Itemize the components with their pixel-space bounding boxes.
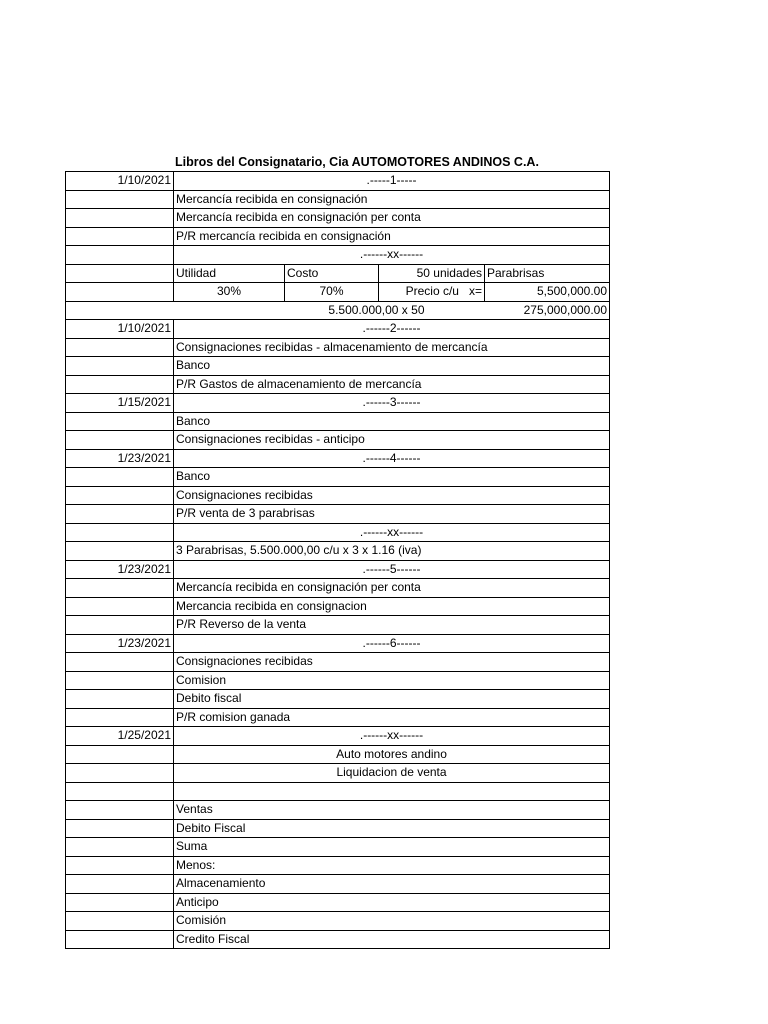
table-row: [66, 394, 610, 413]
entry-header: .------5------: [174, 560, 610, 579]
ledger-table: [65, 171, 610, 949]
liquidacion-line: Menos:: [174, 856, 610, 875]
table-row: [66, 486, 610, 505]
table-row: [66, 246, 610, 265]
account-line: Debito fiscal: [174, 690, 610, 709]
table-row: [66, 819, 610, 838]
entry-date: 1/23/2021: [66, 634, 174, 653]
table-row: [66, 893, 610, 912]
table-row: [66, 597, 610, 616]
entry-header: .-----1-----: [174, 172, 610, 191]
entry-date: 1/23/2021: [66, 560, 174, 579]
table-row: [66, 190, 610, 209]
entry-date: 1/23/2021: [66, 449, 174, 468]
entry-header: .------xx------: [174, 246, 610, 265]
entry-header: .------6------: [174, 634, 610, 653]
account-line: Comision: [174, 671, 610, 690]
unidades-value: 50 unidades: [379, 264, 485, 283]
account-line: P/R Gastos de almacenamiento de mercancía: [174, 375, 610, 394]
table-row: [66, 412, 610, 431]
account-line: Banco: [174, 357, 610, 376]
precio-label: [379, 283, 485, 302]
table-row: [66, 505, 610, 524]
account-line: P/R venta de 3 parabrisas: [174, 505, 610, 524]
table-row: [66, 227, 610, 246]
account-line: Banco: [174, 468, 610, 487]
account-line: Mercancia recibida en consignacion: [174, 597, 610, 616]
precio-label-text: Precio c/u: [405, 284, 459, 299]
account-line: P/R mercancía recibida en consignación: [174, 227, 610, 246]
account-line: Mercancía recibida en consignación per conta: [174, 579, 610, 598]
table-row: [66, 875, 610, 894]
table-row: [66, 449, 610, 468]
entry-date: 1/15/2021: [66, 394, 174, 413]
precio-value: 5,500,000.00: [485, 283, 610, 302]
liquidacion-line: Suma: [174, 838, 610, 857]
account-line: P/R comision ganada: [174, 708, 610, 727]
table-row: [66, 912, 610, 931]
table-row: [66, 264, 610, 283]
table-row: [66, 468, 610, 487]
table-row: [66, 653, 610, 672]
table-row: [66, 172, 610, 191]
entry-date: 1/10/2021: [66, 172, 174, 191]
x-equals: x=: [468, 284, 482, 299]
table-row: [66, 782, 610, 801]
table-row: [66, 856, 610, 875]
page-title: Libros del Consignatario, Cia AUTOMOTORES ANDINOS C.A.: [175, 155, 539, 169]
table-row: [66, 930, 610, 949]
entry-header: .------4------: [174, 449, 610, 468]
parabrisas-label: Parabrisas: [485, 264, 610, 283]
formula: 5.500.000,00 x 50: [328, 302, 425, 317]
liquidacion-line: Comisión: [174, 912, 610, 931]
table-row: [66, 634, 610, 653]
table-row: [66, 560, 610, 579]
liquidacion-line: Debito Fiscal: [174, 819, 610, 838]
account-line: P/R Reverso de la venta: [174, 616, 610, 635]
table-row: [66, 301, 610, 320]
table-row: [66, 579, 610, 598]
costo-pct: 70%: [285, 283, 379, 302]
liquidacion-line: Anticipo: [174, 893, 610, 912]
entry-date: 1/25/2021: [66, 727, 174, 746]
table-row: [66, 283, 610, 302]
table-row: [66, 375, 610, 394]
liquidacion-line: Ventas: [174, 801, 610, 820]
utilidad-pct: 30%: [174, 283, 285, 302]
table-row: [66, 838, 610, 857]
table-row: [66, 338, 610, 357]
entry-header: .------3------: [174, 394, 610, 413]
table-row: [66, 801, 610, 820]
table-row: [66, 320, 610, 339]
account-line: Consignaciones recibidas - anticipo: [174, 431, 610, 450]
company-name: Auto motores andino: [174, 745, 610, 764]
table-row: [66, 616, 610, 635]
account-line: Mercancía recibida en consignación: [174, 190, 610, 209]
table-row: [66, 431, 610, 450]
entry-header: .------xx------: [174, 727, 610, 746]
table-row: [66, 708, 610, 727]
account-line: Mercancía recibida en consignación per conta: [174, 209, 610, 228]
table-row: [66, 542, 610, 561]
liquidacion-title: Liquidacion de venta: [174, 764, 610, 783]
table-row: [66, 357, 610, 376]
entry-header: .------xx------: [174, 523, 610, 542]
table-row: [66, 764, 610, 783]
account-line: Consignaciones recibidas: [174, 486, 610, 505]
table-row: [66, 745, 610, 764]
account-line: Banco: [174, 412, 610, 431]
table-row: [66, 209, 610, 228]
account-line: Consignaciones recibidas: [174, 653, 610, 672]
total-value: 275,000,000.00: [485, 301, 610, 320]
table-row: [66, 523, 610, 542]
entry-header: .------2------: [174, 320, 610, 339]
table-row: [66, 671, 610, 690]
table-row: [66, 727, 610, 746]
liquidacion-line: Credito Fiscal: [174, 930, 610, 949]
utilidad-label: Utilidad: [174, 264, 285, 283]
account-line: 3 Parabrisas, 5.500.000,00 c/u x 3 x 1.16 (iva): [174, 542, 610, 561]
account-line: Consignaciones recibidas - almacenamiento de mercancía: [174, 338, 610, 357]
costo-label: Costo: [285, 264, 379, 283]
entry-date: 1/10/2021: [66, 320, 174, 339]
liquidacion-line: Almacenamiento: [174, 875, 610, 894]
table-row: [66, 690, 610, 709]
